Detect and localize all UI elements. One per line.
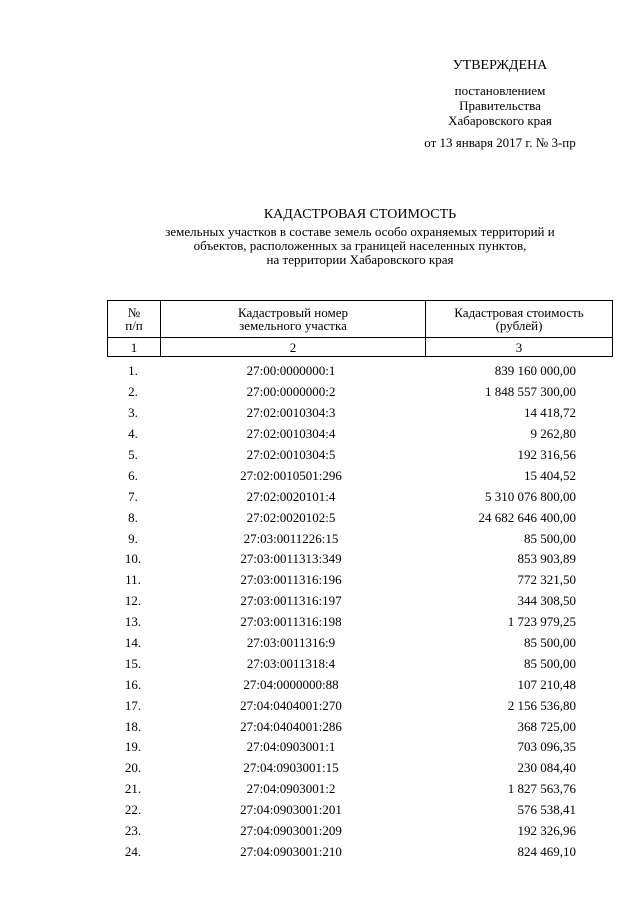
- cadastral-number: 27:03:0011316:9: [246, 635, 336, 651]
- row-number: 13.: [124, 614, 142, 630]
- table-row: [107, 570, 613, 591]
- cadastral-number: 27:04:0903001:209: [240, 823, 342, 839]
- cadastral-cost: 344 308,50: [517, 593, 576, 609]
- table-row: [107, 779, 613, 800]
- row-number: 1.: [128, 363, 138, 379]
- cadastral-cost: 839 160 000,00: [494, 363, 576, 379]
- table-row: [107, 737, 613, 758]
- table-row: [107, 382, 613, 403]
- cadastral-number: 27:04:0903001:210: [240, 843, 342, 859]
- cadastral-cost: 853 903,89: [517, 551, 576, 567]
- row-number: 6.: [128, 467, 138, 483]
- document-subtitle: [0, 225, 640, 267]
- subtitle-line: на территории Хабаровского края: [266, 252, 454, 267]
- cadastral-cost: 14 418,72: [524, 405, 576, 421]
- table-row: [107, 445, 613, 466]
- cadastral-number: 27:02:0010304:5: [246, 447, 336, 462]
- row-number: 12.: [124, 593, 142, 609]
- cadastral-number: 27:03:0011316:196: [240, 572, 342, 588]
- cadastral-cost: 85 500,00: [524, 635, 576, 651]
- row-number: 16.: [124, 676, 142, 692]
- cadastral-number: 27:03:0011313:349: [240, 551, 342, 567]
- row-number: 24.: [124, 843, 142, 859]
- cadastral-number: 27:02:0010501:296: [240, 467, 342, 483]
- row-number: 18.: [124, 718, 142, 734]
- document-title: КАДАСТРОВАЯ СТОИМОСТЬ: [263, 207, 457, 222]
- table-row: [107, 695, 613, 716]
- table-row: [107, 821, 613, 842]
- header-text: п/п: [125, 318, 143, 333]
- header-col-cadastral-number: [161, 301, 426, 338]
- cadastral-cost: 772 321,50: [517, 572, 576, 588]
- cadastral-cost: 576 538,41: [517, 802, 576, 818]
- approval-block: [400, 58, 600, 150]
- table-row: [107, 361, 613, 382]
- table-row: [107, 758, 613, 779]
- row-number: 14.: [124, 635, 142, 651]
- cadastral-cost: 703 096,35: [517, 739, 576, 755]
- cadastral-cost: 2 156 536,80: [507, 697, 576, 713]
- cadastral-number: 27:04:0903001:2: [246, 781, 336, 797]
- cadastral-number: 27:04:0404001:270: [240, 697, 342, 713]
- row-number: 4.: [128, 426, 138, 442]
- cadastral-number: 27:00:0000000:1: [246, 363, 336, 379]
- row-number: 5.: [128, 447, 138, 462]
- table-body: [107, 361, 613, 862]
- row-number: 11.: [125, 572, 141, 588]
- cadastral-cost: 192 316,56: [517, 447, 576, 462]
- cadastral-number: 27:02:0020101:4: [246, 488, 336, 504]
- approval-line: Хабаровского края: [448, 113, 552, 128]
- cadastral-number: 27:04:0903001:1: [246, 739, 336, 755]
- table-header: [107, 300, 613, 357]
- row-number: 23.: [124, 823, 142, 839]
- cadastral-cost: 1 827 563,76: [507, 781, 576, 797]
- cadastral-number: 27:04:0903001:201: [240, 802, 342, 818]
- row-number: 9.: [128, 530, 138, 546]
- approval-line: Правительства: [459, 98, 541, 113]
- cadastral-number: 27:04:0404001:286: [240, 718, 342, 734]
- header-text: (рублей): [495, 318, 543, 333]
- table-row: [107, 633, 613, 654]
- row-number: 20.: [124, 760, 142, 776]
- subtitle-line: объектов, расположенных за границей населенных пунктов,: [193, 238, 527, 253]
- subtitle-line: земельных участков в составе земель особо охраняемых территорий и: [165, 224, 555, 239]
- cadastral-number: 27:02:0020102:5: [246, 509, 336, 525]
- header-text: Кадастровый номер: [237, 305, 349, 320]
- cadastral-number: 27:04:0000000:88: [243, 676, 339, 692]
- row-number: 17.: [124, 697, 142, 713]
- cadastral-number: 27:03:0011226:15: [243, 530, 339, 546]
- row-number: 2.: [128, 384, 138, 400]
- row-number: 21.: [124, 781, 142, 797]
- cadastral-cost: 5 310 076 800,00: [485, 488, 576, 504]
- table-row: [107, 403, 613, 424]
- cadastral-number: 27:04:0903001:15: [243, 760, 339, 776]
- table-row: [107, 465, 613, 486]
- table-row: [107, 716, 613, 737]
- approval-date: от 13 января 2017 г. № 3-пр: [424, 135, 576, 150]
- row-number: 3.: [128, 405, 138, 421]
- table-row: [107, 674, 613, 695]
- row-number: 7.: [128, 488, 138, 504]
- cadastral-cost: 15 404,52: [524, 467, 576, 483]
- cadastral-number: 27:02:0010304:4: [246, 426, 336, 442]
- column-number: 3: [426, 338, 613, 357]
- cadastral-number: 27:00:0000000:2: [246, 384, 336, 400]
- cadastral-number: 27:03:0011316:198: [240, 614, 342, 630]
- table-row: [107, 653, 613, 674]
- table-row: [107, 507, 613, 528]
- cadastral-cost: 824 469,10: [517, 843, 576, 859]
- cadastral-cost: 192 326,96: [517, 823, 576, 839]
- row-number: 15.: [124, 655, 142, 671]
- cadastral-number: 27:02:0010304:3: [246, 405, 336, 421]
- row-number: 8.: [128, 509, 138, 525]
- table-row: [107, 800, 613, 821]
- table-row: [107, 612, 613, 633]
- header-col-cadastral-cost: [426, 301, 613, 338]
- cadastral-cost: 85 500,00: [524, 655, 576, 671]
- column-number: 1: [108, 338, 161, 357]
- cadastral-cost: 368 725,00: [517, 718, 576, 734]
- table-row: [107, 591, 613, 612]
- cadastral-cost: 1 848 557 300,00: [485, 384, 576, 400]
- cadastral-cost: 85 500,00: [524, 530, 576, 546]
- table-row: [107, 841, 613, 862]
- row-number: 10.: [124, 551, 142, 567]
- header-col-number: [108, 301, 161, 338]
- column-number: 2: [161, 338, 426, 357]
- header-text: земельного участка: [239, 318, 347, 333]
- cadastral-cost: 107 210,48: [517, 676, 576, 692]
- table-row: [107, 486, 613, 507]
- header-text: Кадастровая стоимость: [454, 305, 584, 320]
- cadastral-cost: 9 262,80: [530, 426, 576, 442]
- row-number: 22.: [124, 802, 142, 818]
- cadastral-cost: 1 723 979,25: [507, 614, 576, 630]
- table-row: [107, 528, 613, 549]
- cadastral-number: 27:03:0011318:4: [246, 655, 336, 671]
- table-row: [107, 424, 613, 445]
- table-row: [107, 549, 613, 570]
- cadastral-cost: 24 682 646 400,00: [478, 509, 576, 525]
- cadastral-number: 27:03:0011316:197: [240, 593, 342, 609]
- approval-line: постановлением: [454, 83, 546, 98]
- row-number: 19.: [124, 739, 142, 755]
- cadastral-cost: 230 084,40: [517, 760, 576, 776]
- approval-heading: УТВЕРЖДЕНА: [452, 58, 548, 73]
- header-text: №: [127, 305, 141, 320]
